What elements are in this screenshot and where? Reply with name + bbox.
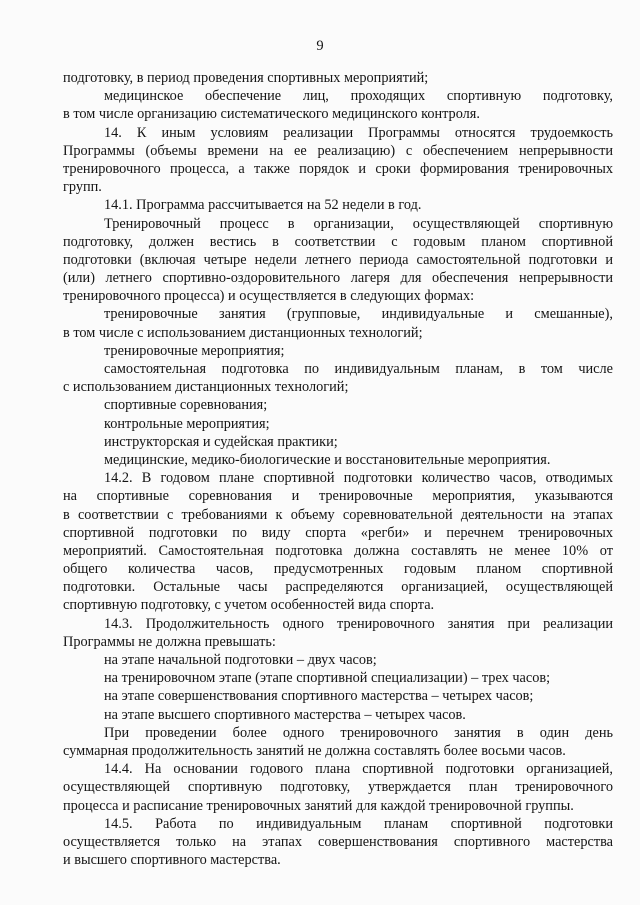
text-line: 14.2. В годовом плане спортивной подготовки количество часов, отводимых xyxy=(104,470,613,487)
text-line: с использованием дистанционных технологий; xyxy=(63,379,349,396)
text-line: в том числе организацию систематического медицинского контроля. xyxy=(63,106,480,123)
text-line: на этапе высшего спортивного мастерства – четырех часов. xyxy=(104,706,466,723)
text-line: спортивные соревнования; xyxy=(104,397,268,414)
text-line: медицинское обеспечение лиц, проходящих спортивную подготовку, xyxy=(104,88,613,105)
document-body xyxy=(63,69,613,869)
text-line: и высшего спортивного мастерства. xyxy=(63,852,281,869)
page-number: 9 xyxy=(316,38,324,54)
text-line: 14.3. Продолжительность одного тренировочного занятия при реализации xyxy=(104,615,613,632)
text-line: Программы не должна превышать: xyxy=(63,633,276,650)
text-line: 14.4. На основании годового плана спортивной подготовки организацией, xyxy=(104,761,613,778)
text-line: на тренировочном этапе (этапе спортивной специализации) – трех часов; xyxy=(104,670,551,687)
text-line: в том числе с использованием дистанционных технологий; xyxy=(63,324,423,341)
text-line: спортивную подготовку, с учетом особенностей вида спорта. xyxy=(63,597,435,614)
text-line: суммарная продолжительность занятий не должна составлять более восьми часов. xyxy=(63,742,566,759)
text-line: осуществляется только на этапах совершенствования спортивного мастерства xyxy=(63,833,613,850)
text-line: тренировочные мероприятия; xyxy=(104,342,285,359)
text-line: на спортивные соревнования и тренировочные мероприятия, указываются xyxy=(63,488,613,505)
text-line: Программы (объемы времени на ее реализацию) с обеспечением непрерывности xyxy=(63,142,613,159)
text-line: При проведении более одного тренировочного занятия в один день xyxy=(104,724,613,741)
text-line: процесса и расписание тренировочных занятий для каждой тренировочной группы. xyxy=(63,797,574,814)
text-line: 14.5. Работа по индивидуальным планам спортивной подготовки xyxy=(104,815,613,832)
text-line: подготовки (включая четыре недели летнего периода самостоятельной подготовки и xyxy=(63,251,613,268)
text-line: 14.1. Программа рассчитывается на 52 недели в год. xyxy=(104,197,422,214)
text-line: медицинские, медико-биологические и восстановительные мероприятия. xyxy=(104,451,551,468)
text-line: групп. xyxy=(63,179,102,196)
text-line: подготовки. Остальные часы распределяются организацией, осуществляющей xyxy=(63,579,613,596)
text-line: осуществляющей спортивную подготовку, утверждается план тренировочного xyxy=(63,779,613,796)
text-line: тренировочного процесса, а также порядок и сроки формирования тренировочных xyxy=(63,160,613,177)
text-line: мероприятий. Самостоятельная подготовка должна составлять не менее 10% от xyxy=(63,542,613,559)
text-line: самостоятельная подготовка по индивидуальным планам, в том числе xyxy=(104,361,613,377)
text-line: спортивной подготовки по виду спорта «регби» и перечнем тренировочных xyxy=(63,524,613,541)
text-line: на этапе начальной подготовки – двух часов; xyxy=(104,652,377,668)
text-line: контрольные мероприятия; xyxy=(104,415,270,432)
text-line: подготовку, в период проведения спортивных мероприятий; xyxy=(63,70,429,86)
text-line: подготовку, должен вестись в соответствии с годовым планом спортивной xyxy=(63,233,613,250)
text-line: в соответствии с требованиями к объему соревновательной деятельности на этапах xyxy=(63,506,613,523)
text-line: инструкторская и судейская практики; xyxy=(104,433,338,450)
text-line: на этапе совершенствования спортивного мастерства – четырех часов; xyxy=(104,688,534,705)
text-line: тренировочного процесса) и осуществляется в следующих формах: xyxy=(63,288,475,305)
text-line: 14. К иным условиям реализации Программы относятся трудоемкость xyxy=(104,124,613,141)
text-line: тренировочные занятия (групповые, индивидуальные и смешанные), xyxy=(104,306,613,323)
text-line: (или) летнего спортивно-оздоровительного лагеря для обеспечения непрерывности xyxy=(63,270,613,287)
text-line: общего количества часов, предусмотренных годовым планом спортивной xyxy=(63,561,613,578)
text-line: Тренировочный процесс в организации, осуществляющей спортивную xyxy=(104,215,613,232)
